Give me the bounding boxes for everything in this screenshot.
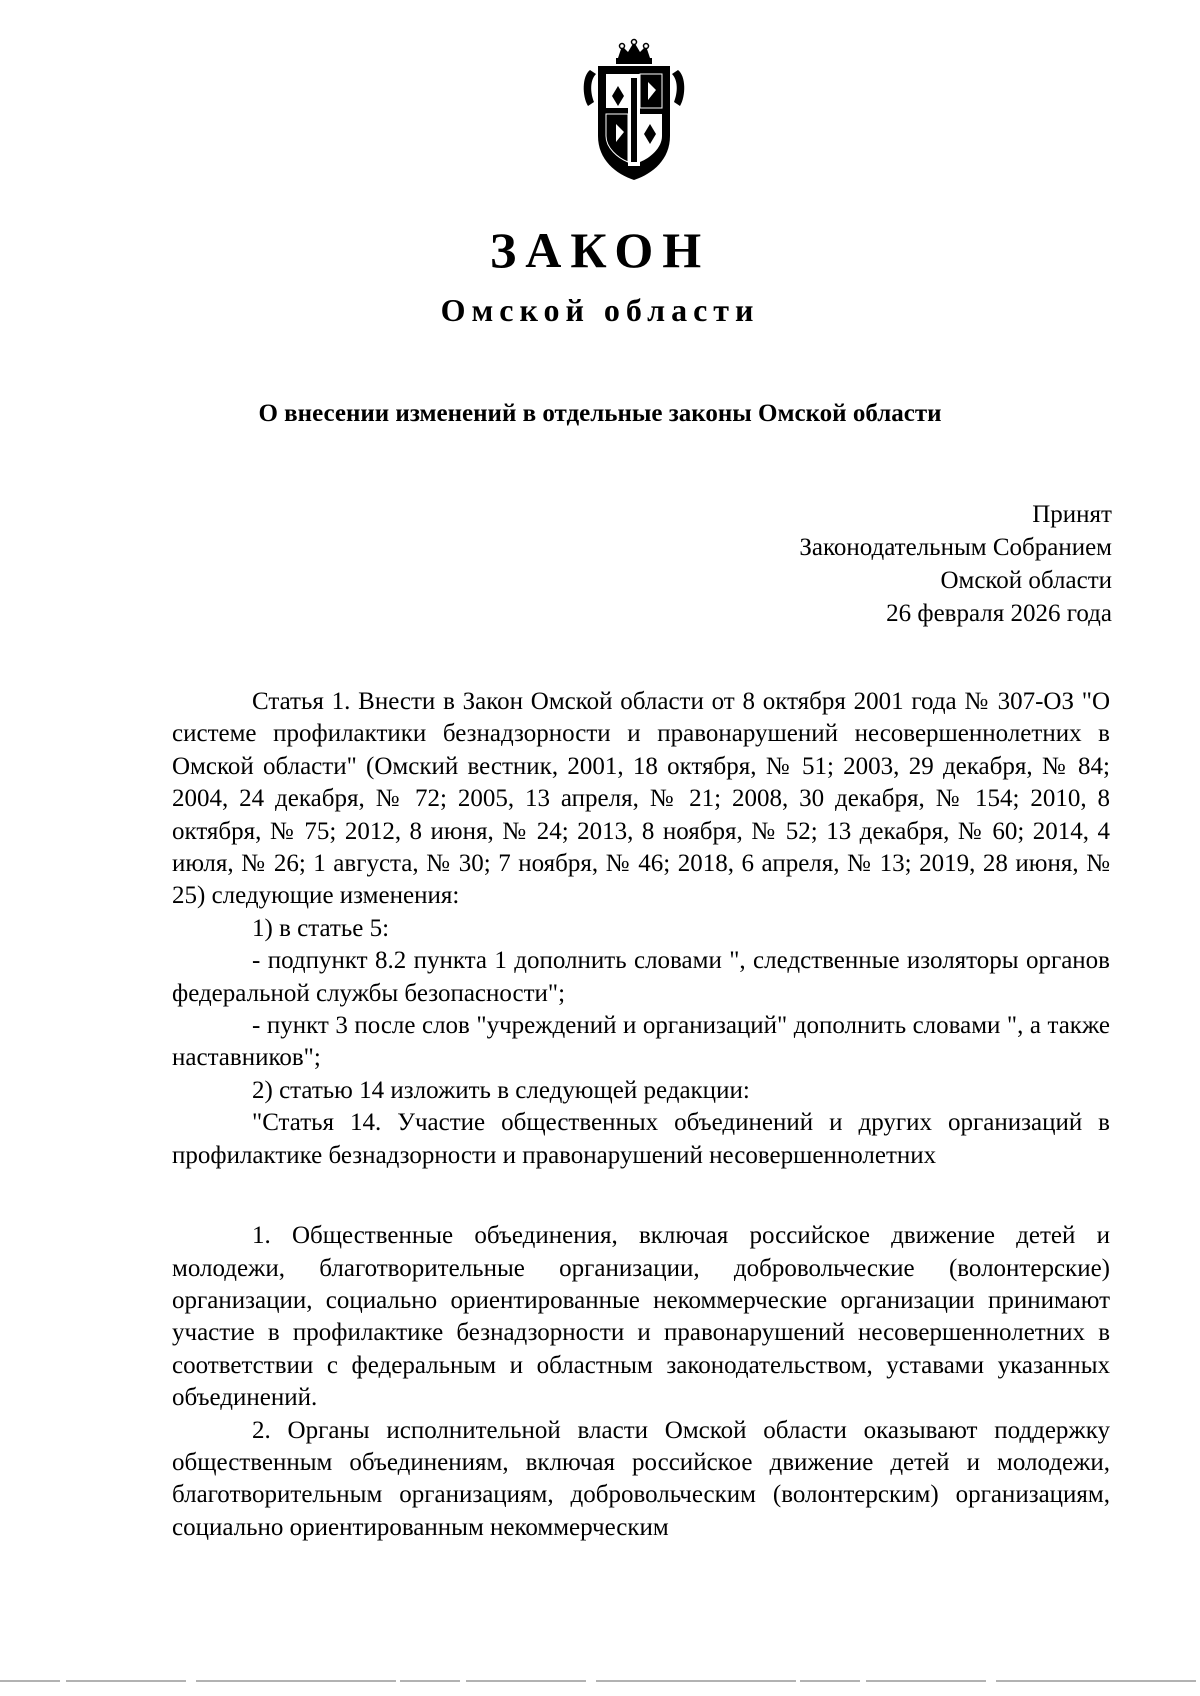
adoption-date: 26 февраля 2026 года <box>886 600 1112 627</box>
document-subtitle: Омской области <box>440 292 760 328</box>
article-1-paragraph: Статья 1. Внести в Закон Омской области от 8 октября 2001 года № 307-ОЗ "О системе профилактики безнадзорности и правонарушений несовершеннолетних в Омской области" (Омский вестник, 2001, 18 октября, № 51; 2003, 29 декабря, № 84; 2004, 24 декабря, № 72; 2005, 13 апреля, № 21; 2008, 30 декабря, № 154; 2010, 8 октября, № 75; 2012, 8 июня, № 24; 2013, 8 ноября, № 52; 13 декабря, № 60; 2014, 4 июля, № 26; 1 августа, № 30; 7 ноября, № 46; 2018, 6 апреля, № 13; 2019, 28 июня, № 25) следующие изменения: <box>172 688 1110 910</box>
adoption-line: Принят <box>1032 501 1112 528</box>
clause-paragraph: 2. Органы исполнительной власти Омской области оказывают поддержку общественным объединениям, включая российское движение детей и молодежи, благотворительным организациям, добровольческим (волонтерским) организациям, социально ориентированным некоммерческим <box>172 1416 1110 1541</box>
article-14-heading: "Статья 14. Участие общественных объединений и других организаций в профилактике безнадзорности и правонарушений несовершеннолетних <box>172 1109 1110 1169</box>
list-item: - пункт 3 после слов "учреждений и организаций" дополнить словами ", а также наставников"; <box>172 1012 1110 1072</box>
adoption-block <box>799 498 1112 630</box>
adoption-line: Омской области <box>940 567 1112 594</box>
list-item: 1) в статье 5: <box>252 914 390 942</box>
clause-paragraph: 1. Общественные объединения, включая российское движение детей и молодежи, благотворительные организации, добровольческие (волонтерские) организации, социально ориентированные некоммерческие организации принимают участие в профилактике безнадзорности и правонарушений несовершеннолетних в соответствии с федеральным и областным законодательством, уставами указанных объединений. <box>172 1222 1110 1412</box>
adoption-line: Законодательным Собранием <box>799 534 1112 561</box>
document-body <box>172 686 1110 1544</box>
document-title: ЗАКОН <box>489 222 711 278</box>
coat-of-arms-icon <box>578 36 690 184</box>
list-item: 2) статью 14 изложить в следующей редакции: <box>252 1076 750 1104</box>
list-item: - подпункт 8.2 пункта 1 дополнить словами ", следственные изоляторы органов федеральной службы безопасности"; <box>172 947 1110 1007</box>
page-bottom-edge <box>0 1680 1200 1682</box>
law-name: О внесении изменений в отдельные законы Омской области <box>258 400 942 427</box>
